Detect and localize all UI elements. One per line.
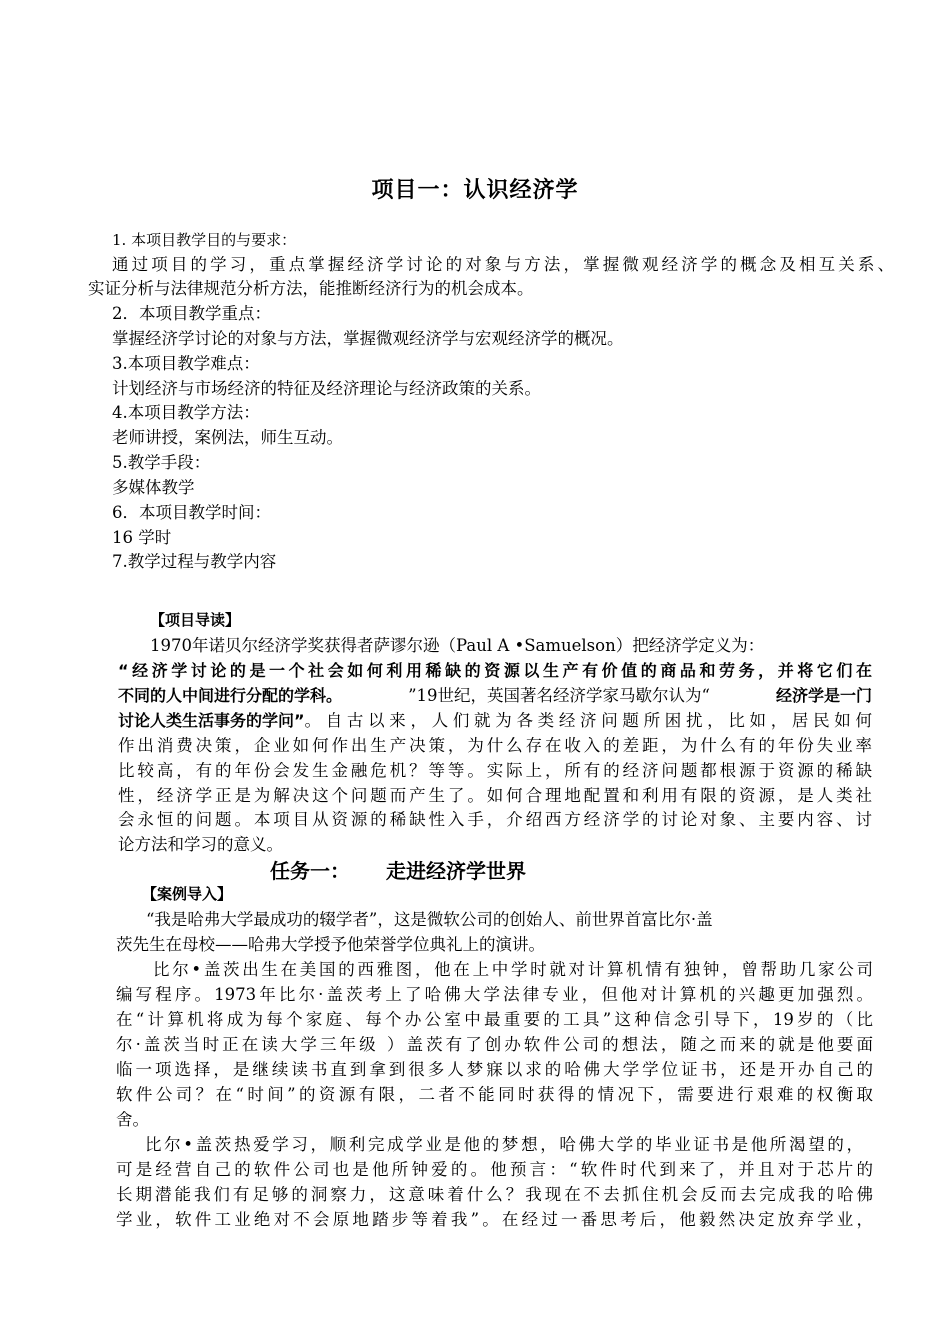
intro-tag: 【项目导读】 (150, 611, 241, 629)
objective-heading-3: 3.本项目教学难点： (112, 354, 260, 373)
case-p1-line-2: 茨先生在母校——哈弗大学授予他荣誉学位典礼上的演讲。 (116, 935, 545, 954)
case-p3-line-4: 学业，软件工业绝对不会原地踏步等着我”。在经过一番思考后，他毅然决定放弃学业， (116, 1210, 873, 1229)
intro-line-3-normal: ”19世纪，英国著名经济学家马歇尔认为“ (408, 686, 710, 705)
objective-heading-1: 1. 本项目教学目的与要求： (112, 231, 297, 249)
intro-line-8: 会永恒的问题。本项目从资源的稀缺性入手，介绍西方经济学的讨论对象、主要内容、讨 (118, 810, 872, 829)
case-p2-line-3: 在“计算机将成为每个家庭、每个办公室中最重要的工具”这种信念引导下，19岁的（比 (116, 1010, 873, 1029)
objective-text-2: 掌握经济学讨论的对象与方法，掌握微观经济学与宏观经济学的概况。 (112, 329, 624, 348)
case-tag: 【案例导入】 (142, 885, 233, 903)
objective-heading-6: 6．本项目教学时间： (112, 503, 271, 522)
objective-heading-5: 5.教学手段： (112, 453, 211, 472)
intro-line-5: 作出消费决策，企业如何作出生产决策，为什么存在收入的差距，为什么有的年份失业率 (118, 736, 872, 755)
intro-line-9: 论方法和学习的意义。 (118, 835, 283, 854)
case-p2-line-6: 软件公司？在“时间”的资源有限，二者不能同时获得的情况下，需要进行艰难的权衡取 (116, 1085, 873, 1104)
objective-text-5: 多媒体教学 (112, 478, 195, 497)
intro-line-4-bold: 讨论人类生活事务的学问” (118, 711, 305, 730)
intro-line-2-bold: “经济学讨论的是一个社会如何利用稀缺的资源以生产有价值的商品和劳务，并将它们在 (118, 661, 872, 680)
objective-text-3: 计划经济与市场经济的特征及经济理论与经济政策的关系。 (112, 379, 541, 398)
intro-line-7: 性，经济学正是为解决这个问题而产生了。如何合理地配置和利用有限的资源，是人类社 (118, 786, 872, 805)
case-p2-line-2: 编写程序。1973年比尔·盖茨考上了哈佛大学法律专业，但他对计算机的兴趣更加强烈。 (116, 985, 873, 1004)
intro-line-3-bold: 不同的人中间进行分配的学科。 (118, 686, 343, 705)
objective-text-1a: 通过项目的学习，重点掌握经济学讨论的对象与方法，掌握微观经济学的概念及相互关系、 (112, 255, 894, 274)
task-heading (270, 855, 526, 884)
case-p3-line-3: 长期潜能我们有足够的洞察力，这意味着什么？我现在不去抓住机会反而去完成我的哈佛 (116, 1185, 873, 1204)
objective-text-1b: 实证分析与法律规范分析方法，能推断经济行为的机会成本。 (88, 279, 534, 298)
case-p3-line-1: 比尔•盖茨热爱学习，顺利完成学业是他的梦想，哈佛大学的毕业证书是他所渴望的， (145, 1135, 863, 1154)
task-heading-label: 任务一： (270, 859, 350, 883)
page-title: 项目一：认识经济学 (371, 178, 579, 203)
intro-line-4-normal: 。自古以来，人们就为各类经济问题所困扰，比如，居民如何 (304, 711, 872, 730)
intro-line-4 (118, 709, 872, 733)
case-p2-line-4: 尔·盖茨当时正在读大学三年级 ）盖茨有了创办软件公司的想法，随之而来的就是他要面 (116, 1035, 873, 1054)
objective-heading-2: 2．本项目教学重点： (112, 304, 271, 323)
intro-line-3-bold-end: 经济学是一门 (775, 686, 872, 705)
task-heading-title: 走进经济学世界 (386, 859, 526, 883)
objective-heading-7: 7.教学过程与教学内容 (112, 552, 277, 571)
objective-text-4: 老师讲授，案例法，师生互动。 (112, 428, 343, 447)
case-p2-line-1: 比尔•盖茨出生在美国的西雅图，他在上中学时就对计算机情有独钟，曾帮助几家公司 (153, 960, 873, 979)
intro-line-1: 1970年诺贝尔经济学奖获得者萨谬尔逊（Paul A •Samuelson）把经济学定义为： (150, 636, 765, 655)
objective-text-6: 16 学时 (112, 528, 172, 547)
case-p2-line-7: 舍。 (116, 1110, 149, 1129)
intro-line-6: 比较高，有的年份会发生金融危机？等等。实际上，所有的经济问题都根源于资源的稀缺 (118, 761, 872, 780)
objective-heading-4: 4.本项目教学方法： (112, 403, 260, 422)
intro-line-3 (118, 684, 872, 708)
case-p3-line-2: 可是经营自己的软件公司也是他所钟爱的。他预言：“软件时代到来了，并且对于芯片的 (116, 1160, 873, 1179)
case-p2-line-5: 临一项选择，是继续读书直到拿到很多人梦寐以求的哈佛大学学位证书，还是开办自己的 (116, 1060, 873, 1079)
case-p1-line-1: “我是哈弗大学最成功的辍学者”，这是微软公司的创始人、前世界首富比尔·盖 (146, 910, 713, 929)
